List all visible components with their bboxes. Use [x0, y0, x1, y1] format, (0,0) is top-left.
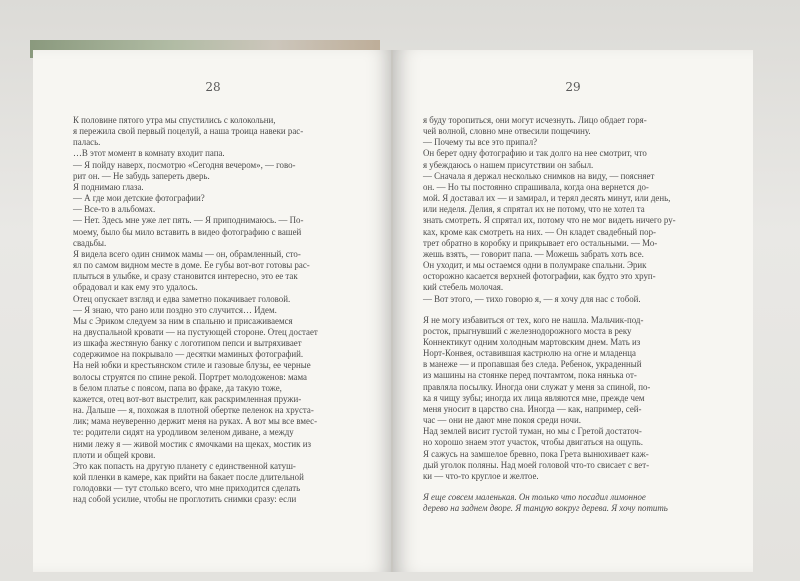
right-page-text	[423, 115, 733, 514]
text-line: на. Дальше — я, похожая в плотной обертке пеленок на хруста-	[73, 405, 314, 416]
text-line: — Вот этого, — тихо говорю я, — я хочу для нас с тобой.	[423, 293, 641, 304]
text-line: Отец опускает взгляд и едва заметно покачивает головой.	[73, 293, 291, 304]
text-line: мой. Я доставал их — и замирал, и терял десять минут, или день,	[423, 193, 671, 204]
text-line: дерево на заднем дворе. Я танцую вокруг дерева. Я хочу потить	[423, 503, 668, 514]
text-line: ял по самом видном месте в доме. Ее губы вот-вот готовы рас-	[73, 260, 310, 271]
text-line: кий стебель молочая.	[423, 282, 504, 293]
text-line: Я не могу избавиться от тех, кого не нашла. Мальчик-под-	[423, 314, 644, 325]
text-line: чей волной, словно мне отвесили пощечину.	[423, 126, 591, 137]
text-line: ки — что-то круглое и желтое.	[423, 470, 539, 481]
text-line: правляла посылку. Иногда они служат у меня за спиной, по-	[423, 381, 651, 392]
text-line: лик; мама неуверенно держит меня на руках. А вот мы все вмес-	[73, 416, 318, 427]
text-line: Мы с Эриком следуем за ним в спальню и присаживаемся	[73, 315, 293, 326]
text-line: я убеждаюсь о нашем присутствии он забыл.	[423, 159, 594, 170]
text-line: — Нет. Здесь мне уже лет пять. — Я приподнимаюсь. — По-	[73, 215, 304, 226]
text-line: …В этот момент в комнату входит папа.	[73, 148, 225, 159]
text-line: Норт-Конвея, оставившая кастрюлю на огне и младенца	[423, 348, 636, 359]
text-line: кажется, отец вот-вот выстрелит, как раскримленная пружи-	[73, 393, 302, 404]
text-line: знать смотреть. Я спрятал их, потому что не мог видеть ничего ру-	[423, 215, 676, 226]
text-line: но хорошо знаем этот участок, чтобы двигаться на ощупь.	[423, 437, 643, 448]
text-line: — Почему ты все это припал?	[423, 137, 538, 148]
text-line: в белом платье с поясом, папа во фраке, да такую тоже,	[73, 382, 282, 393]
text-line: в манеже — и пропавшая без следа. Ребенок, украденный	[423, 359, 642, 370]
text-line: дый уголок поляны. Над моей головой что-то свисает с вет-	[423, 459, 650, 470]
text-line: я пережила свой первый поцелуй, а наша троица навеки рас-	[73, 126, 304, 137]
text-line: — Сначала я держал несколько снимков на виду, — поясняет	[423, 170, 655, 181]
text-line: Я сажусь на замшелое бревно, пока Грета вынюхивает каж-	[423, 448, 649, 459]
text-line: те: родители сидят на уродливом зеленом диване, а между	[73, 427, 294, 438]
text-line: плыться в улыбке, и сразу становится интересно, это ее так	[73, 271, 298, 282]
text-line: Это как попасть на другую планету с единственной катуш-	[73, 460, 296, 471]
text-line: К половине пятого утра мы спустились с колокольни,	[73, 115, 276, 125]
text-line: я буду торопиться, они могут исчезнуть. Лицо обдает горя-	[423, 115, 647, 125]
right-page	[393, 50, 753, 572]
text-line: он. — Но ты постоянно спрашивала, когда она вернется до-	[423, 181, 649, 192]
text-line: трет обратно в коробку и прикрывает его остальными. — Мо-	[423, 237, 658, 248]
text-line: ка я чищу зубы; иногда их лица являются мне, прежде чем	[423, 392, 645, 403]
left-page	[33, 50, 393, 572]
text-line: из шкафа жестяную банку с логотипом пепси и вытряхивает	[73, 338, 302, 349]
text-line: голодовки — тут столько всего, что мне приходится сделать	[73, 483, 301, 494]
text-line: — А где мои детские фотографии?	[73, 193, 205, 204]
text-line: меня уносит в царство сна. Иногда — как, например, сей-	[423, 403, 642, 414]
page-number-right: 29	[565, 80, 581, 94]
text-line: Я поднимаю глаза.	[73, 181, 144, 192]
text-line: Я еще совсем маленькая. Он только что посадил лимонное	[423, 492, 646, 502]
text-line: На ней юбки и крестьянском стиле и газовые блузы, ее черные	[73, 360, 311, 371]
text-line: час — они не дают мне покоя среди ночи.	[423, 415, 581, 426]
text-line: — Я знаю, что рано или поздно это случится… Идем.	[73, 304, 277, 315]
text-line: кой пленки в камере, как прийти на бакает после длительной	[73, 472, 304, 482]
text-line: или неделя. Делия, я спрятал их не потому, что не хотел та	[423, 204, 645, 215]
text-line: из машины на стоянке перед почтамтом, пока нянька от-	[423, 370, 637, 381]
text-line: Он берет одну фотографию и так долго на нее смотрит, что	[423, 148, 647, 159]
text-line: рит он. — Не забудь запереть дверь.	[73, 170, 210, 181]
section-break	[423, 482, 733, 492]
text-line: — Все-то в альбомах.	[73, 204, 156, 215]
text-line: ках, кроме как смотреть на них. — Он кладет свадебный пор-	[423, 226, 656, 237]
page-number-left: 28	[205, 80, 221, 94]
left-page-text	[73, 115, 373, 505]
text-line: ними лежу я — живой мостик с ямочками на щеках, мостик из	[73, 438, 311, 449]
text-line: Он уходит, и мы остаемся одни в полумраке спальни. Эрик	[423, 260, 647, 271]
text-line: росток, прыгнувший с железнодорожного моста в реку	[423, 325, 632, 336]
text-line: содержимое на покрывало — десятки маминых фотографий.	[73, 349, 304, 360]
text-line: плоти и общей крови.	[73, 449, 156, 460]
text-line: над собой усилие, чтобы не проглотить снимки сразу: если	[73, 494, 297, 505]
text-line: волосы струятся по спине рекой. Портрет молодоженов: мама	[73, 371, 307, 382]
text-line: — Я пойду наверх, посмотрю «Сегодня вечером», — гово-	[73, 159, 296, 170]
text-line: обрадовал и как ему это удалось.	[73, 282, 198, 293]
text-line: палась.	[73, 137, 101, 148]
section-break	[423, 305, 733, 315]
text-line: Коннектикут одним холодным мартовским днем. Мать из	[423, 336, 641, 347]
text-line: Я видела всего один снимок мамы — он, обрамленный, сто-	[73, 248, 301, 259]
text-line: Над землей висит густой туман, но мы с Гретой достаточ-	[423, 426, 642, 437]
text-line: моему, было бы мило вставить в видео фотографию с вашей	[73, 226, 302, 237]
text-line: на двуспальной кровати — на пустующей стороне. Отец достает	[73, 326, 318, 337]
text-line: свадьбы.	[73, 237, 107, 248]
text-line: жешь взять, — говорит папа. — Можешь забрать хоть все.	[423, 248, 644, 259]
text-line: осторожно касается верхней фотографии, как будто это хруп-	[423, 271, 656, 282]
